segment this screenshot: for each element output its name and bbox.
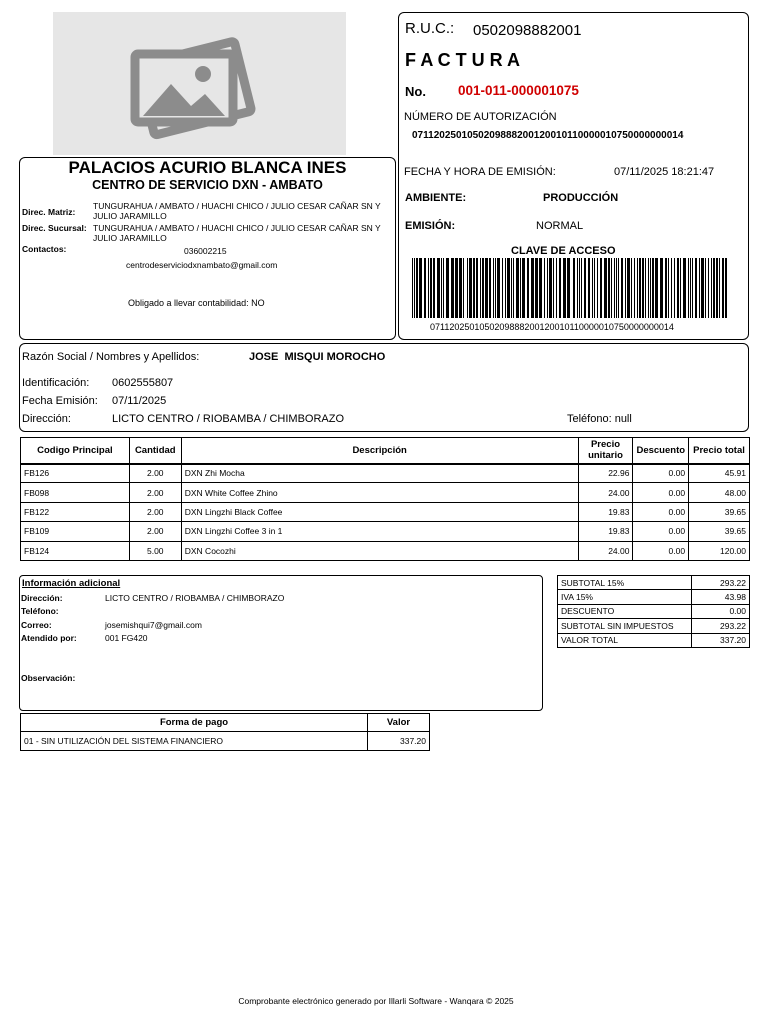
attended-by: 001 FG420 — [105, 633, 148, 643]
barcode-bar — [473, 258, 475, 318]
barcode-bar — [716, 258, 718, 318]
col-discount-header: Descuento — [633, 438, 689, 464]
total-label: SUBTOTAL 15% — [558, 576, 692, 590]
auth-number-label: NÚMERO DE AUTORIZACIÓN — [404, 111, 557, 123]
barcode-bar — [579, 258, 580, 318]
payment-value: 337.20 — [368, 732, 430, 751]
table-row — [21, 522, 750, 541]
barcode-bar — [642, 258, 644, 318]
item-price: 22.96 — [578, 464, 633, 483]
customer-date-label: Fecha Emisión: — [22, 395, 98, 407]
barcode-bar — [634, 258, 635, 318]
barcode-bar — [476, 258, 478, 318]
item-total: 39.65 — [689, 502, 750, 521]
barcode-bar — [544, 258, 545, 318]
total-value: 337.20 — [692, 633, 750, 647]
item-desc: DXN Lingzhi Coffee 3 in 1 — [181, 522, 578, 541]
barcode-bar — [639, 258, 641, 318]
barcode-bar — [573, 258, 575, 318]
item-qty: 2.00 — [129, 522, 181, 541]
barcode-bar — [428, 258, 429, 318]
barcode-bar — [507, 258, 510, 318]
customer-name-label: Razón Social / Nombres y Apellidos: — [22, 351, 200, 363]
item-desc: DXN Zhi Mocha — [181, 464, 578, 483]
barcode-bar — [577, 258, 578, 318]
barcode-bar — [547, 258, 548, 318]
barcode-bar — [522, 258, 525, 318]
col-qty-header: Cantidad — [129, 438, 181, 464]
table-row — [21, 502, 750, 521]
barcode-bar — [553, 258, 554, 318]
barcode-bar — [527, 258, 529, 318]
table-row — [558, 604, 750, 618]
barcode-bar — [531, 258, 534, 318]
branch-address: TUNGURAHUA / AMBATO / HUACHI CHICO / JULIO CESAR CAÑAR SN Y JULIO JARAMILLO — [93, 223, 381, 243]
customer-address-label: Dirección: — [22, 413, 71, 425]
barcode-bar — [567, 258, 570, 318]
logo-placeholder — [53, 12, 346, 155]
barcode-bar — [549, 258, 552, 318]
access-key-number: 0711202501050209888200120010110000010750000000014 — [430, 322, 674, 332]
barcode-bar — [497, 258, 500, 318]
total-value: 0.00 — [692, 604, 750, 618]
barcode-bar — [424, 258, 426, 318]
barcode-bar — [443, 258, 444, 318]
item-price: 24.00 — [578, 483, 633, 502]
customer-address: LICTO CENTRO / RIOBAMBA / CHIMBORAZO — [112, 413, 345, 425]
additional-info-title: Información adicional — [22, 578, 121, 589]
barcode-bar — [451, 258, 454, 318]
emission-datetime: 07/11/2025 18:21:47 — [614, 166, 715, 178]
total-label: SUBTOTAL SIN IMPUESTOS — [558, 619, 692, 633]
additional-address-label: Dirección: — [21, 593, 63, 603]
barcode-bar — [652, 258, 654, 318]
emission-datetime-label: FECHA Y HORA DE EMISIÓN: — [404, 166, 556, 178]
item-price: 19.83 — [578, 502, 633, 521]
item-discount: 0.00 — [633, 483, 689, 502]
barcode-bar — [467, 258, 468, 318]
total-label: DESCUENTO — [558, 604, 692, 618]
item-price: 19.83 — [578, 522, 633, 541]
barcode-bar — [493, 258, 494, 318]
total-label: IVA 15% — [558, 590, 692, 604]
barcode-bar — [699, 258, 700, 318]
item-price: 24.00 — [578, 541, 633, 560]
barcode-bar — [708, 258, 709, 318]
ruc-label: R.U.C.: — [405, 20, 455, 37]
item-code: FB124 — [21, 541, 130, 560]
table-row — [558, 619, 750, 633]
observation-label: Observación: — [21, 673, 76, 683]
barcode-bar — [695, 258, 697, 318]
barcode-bar — [459, 258, 462, 318]
barcode-bar — [655, 258, 658, 318]
barcode-bar — [618, 258, 619, 318]
barcode-bar — [631, 258, 632, 318]
barcode-bar — [482, 258, 484, 318]
barcode-bar — [725, 258, 727, 318]
barcode-bar — [455, 258, 458, 318]
barcode-bar — [581, 258, 582, 318]
barcode-bar — [625, 258, 626, 318]
additional-email-label: Correo: — [21, 620, 52, 630]
barcode-bar — [594, 258, 595, 318]
barcode-bar — [637, 258, 638, 318]
item-total: 39.65 — [689, 522, 750, 541]
table-row — [558, 590, 750, 604]
accounting-note: Obligado a llevar contabilidad: NO — [128, 298, 265, 308]
barcode-bar — [722, 258, 724, 318]
barcode-bar — [513, 258, 514, 318]
barcode-bar — [556, 258, 557, 318]
barcode-bar — [616, 258, 617, 318]
barcode-bar — [584, 258, 586, 318]
invoice-number: 001-011-000001075 — [458, 83, 579, 98]
table-row — [21, 541, 750, 560]
customer-phone: Teléfono: null — [567, 413, 632, 425]
barcode-bar — [650, 258, 651, 318]
emission-type-label: EMISIÓN: — [405, 220, 456, 232]
total-value: 293.22 — [692, 619, 750, 633]
table-row — [21, 464, 750, 483]
barcode-bar — [614, 258, 615, 318]
customer-id-label: Identificación: — [22, 377, 90, 389]
item-qty: 5.00 — [129, 541, 181, 560]
barcode-bar — [688, 258, 689, 318]
barcode-bar — [692, 258, 693, 318]
barcode-bar — [588, 258, 590, 318]
barcode-bar — [648, 258, 649, 318]
table-row — [558, 633, 750, 647]
barcode-bar — [660, 258, 663, 318]
barcode-bar — [713, 258, 715, 318]
barcode-bar — [627, 258, 630, 318]
ruc-number: 0502098882001 — [473, 22, 582, 39]
item-desc: DXN White Coffee Zhino — [181, 483, 578, 502]
barcode-bar — [592, 258, 593, 318]
barcode-bar — [516, 258, 519, 318]
barcode-bar — [416, 258, 418, 318]
col-code-header: Codigo Principal — [21, 438, 130, 464]
barcode-bar — [489, 258, 491, 318]
table-row — [21, 483, 750, 502]
barcode-bar — [535, 258, 538, 318]
total-value: 293.22 — [692, 576, 750, 590]
payment-table — [20, 713, 430, 751]
invoice-no-label: No. — [405, 84, 426, 99]
customer-name: JOSE MISQUI MOROCHO — [249, 351, 386, 363]
col-desc-header: Descripción — [181, 438, 578, 464]
item-qty: 2.00 — [129, 502, 181, 521]
item-discount: 0.00 — [633, 541, 689, 560]
barcode-bar — [412, 258, 413, 318]
total-value: 43.98 — [692, 590, 750, 604]
barcode-bar — [597, 258, 598, 318]
barcode-bar — [680, 258, 681, 318]
issuer-trade-name: CENTRO DE SERVICIO DXN - AMBATO — [92, 178, 323, 192]
item-discount: 0.00 — [633, 464, 689, 483]
total-label: VALOR TOTAL — [558, 633, 692, 647]
item-total: 45.91 — [689, 464, 750, 483]
barcode-bar — [671, 258, 672, 318]
barcode-bar — [441, 258, 442, 318]
barcode-bar — [705, 258, 706, 318]
barcode-bar — [683, 258, 686, 318]
additional-email: josemishqui7@gmail.com — [105, 620, 202, 630]
footer-note: Comprobante electrónico generado por Illarli Software - Wanqara © 2025 — [238, 996, 514, 1006]
additional-address: LICTO CENTRO / RIOBAMBA / CHIMBORAZO — [105, 593, 285, 603]
col-price-header: Precio unitario — [578, 438, 633, 464]
environment-label: AMBIENTE: — [405, 192, 467, 204]
payment-method: 01 - SIN UTILIZACIÓN DEL SISTEMA FINANCIERO — [21, 732, 368, 751]
issuer-email: centrodeserviciodxnambato@gmail.com — [126, 260, 278, 270]
item-code: FB109 — [21, 522, 130, 541]
item-code: FB122 — [21, 502, 130, 521]
barcode-bar — [604, 258, 607, 318]
environment-value: PRODUCCIÓN — [543, 192, 619, 204]
payment-header-row — [21, 714, 430, 732]
items-header-row — [21, 438, 750, 464]
payment-method-header: Forma de pago — [21, 714, 368, 732]
item-qty: 2.00 — [129, 464, 181, 483]
matrix-address: TUNGURAHUA / AMBATO / HUACHI CHICO / JULIO CESAR CAÑAR SN Y JULIO JARAMILLO — [93, 201, 381, 221]
barcode-bar — [621, 258, 623, 318]
emission-type-value: NORMAL — [536, 220, 584, 232]
item-qty: 2.00 — [129, 483, 181, 502]
table-row — [558, 576, 750, 590]
barcode-bar — [463, 258, 464, 318]
item-total: 48.00 — [689, 483, 750, 502]
barcode-bar — [419, 258, 422, 318]
items-table — [20, 437, 750, 561]
barcode-bar — [563, 258, 566, 318]
barcode-bar — [701, 258, 704, 318]
barcode-bar — [437, 258, 440, 318]
payment-value-header: Valor — [368, 714, 430, 732]
barcode-bar — [485, 258, 488, 318]
access-key-barcode — [412, 258, 728, 318]
barcode-bar — [611, 258, 612, 318]
barcode-bar — [645, 258, 646, 318]
barcode-bar — [511, 258, 512, 318]
image-placeholder-icon — [53, 12, 346, 155]
item-code: FB126 — [21, 464, 130, 483]
barcode-bar — [559, 258, 561, 318]
barcode-bar — [414, 258, 415, 318]
customer-id: 0602555807 — [112, 377, 174, 389]
barcode-bar — [665, 258, 667, 318]
contacts-label: Contactos: — [22, 244, 67, 254]
customer-date: 07/11/2025 — [112, 395, 167, 407]
barcode-bar — [502, 258, 503, 318]
issuer-name: PALACIOS ACURIO BLANCA INES — [68, 158, 347, 177]
barcode-bar — [668, 258, 669, 318]
barcode-bar — [719, 258, 720, 318]
item-desc: DXN Cocozhi — [181, 541, 578, 560]
col-total-header: Precio total — [689, 438, 750, 464]
item-desc: DXN Lingzhi Black Coffee — [181, 502, 578, 521]
barcode-bar — [674, 258, 675, 318]
barcode-bar — [495, 258, 496, 318]
barcode-bar — [520, 258, 521, 318]
issuer-phone: 036002215 — [184, 246, 227, 256]
barcode-bar — [690, 258, 691, 318]
additional-phone-label: Teléfono: — [21, 606, 59, 616]
barcode-bar — [469, 258, 472, 318]
item-code: FB098 — [21, 483, 130, 502]
barcode-bar — [505, 258, 506, 318]
item-discount: 0.00 — [633, 522, 689, 541]
invoice-title: F A C T U R A — [405, 50, 520, 70]
barcode-bar — [600, 258, 602, 318]
barcode-bar — [446, 258, 449, 318]
table-row — [21, 732, 430, 751]
barcode-bar — [677, 258, 679, 318]
auth-number: 0711202501050209888200120010110000010750000000014 — [412, 130, 684, 141]
totals-table — [557, 575, 750, 648]
branch-address-label: Direc. Sucursal: — [22, 223, 87, 233]
barcode-bar — [480, 258, 481, 318]
barcode-bar — [539, 258, 542, 318]
item-discount: 0.00 — [633, 502, 689, 521]
item-total: 120.00 — [689, 541, 750, 560]
access-key-label: CLAVE DE ACCESO — [511, 245, 616, 257]
attended-by-label: Atendido por: — [21, 633, 77, 643]
barcode-bar — [711, 258, 712, 318]
matrix-address-label: Direc. Matriz: — [22, 207, 76, 217]
barcode-bar — [430, 258, 432, 318]
barcode-bar — [433, 258, 435, 318]
barcode-bar — [608, 258, 610, 318]
